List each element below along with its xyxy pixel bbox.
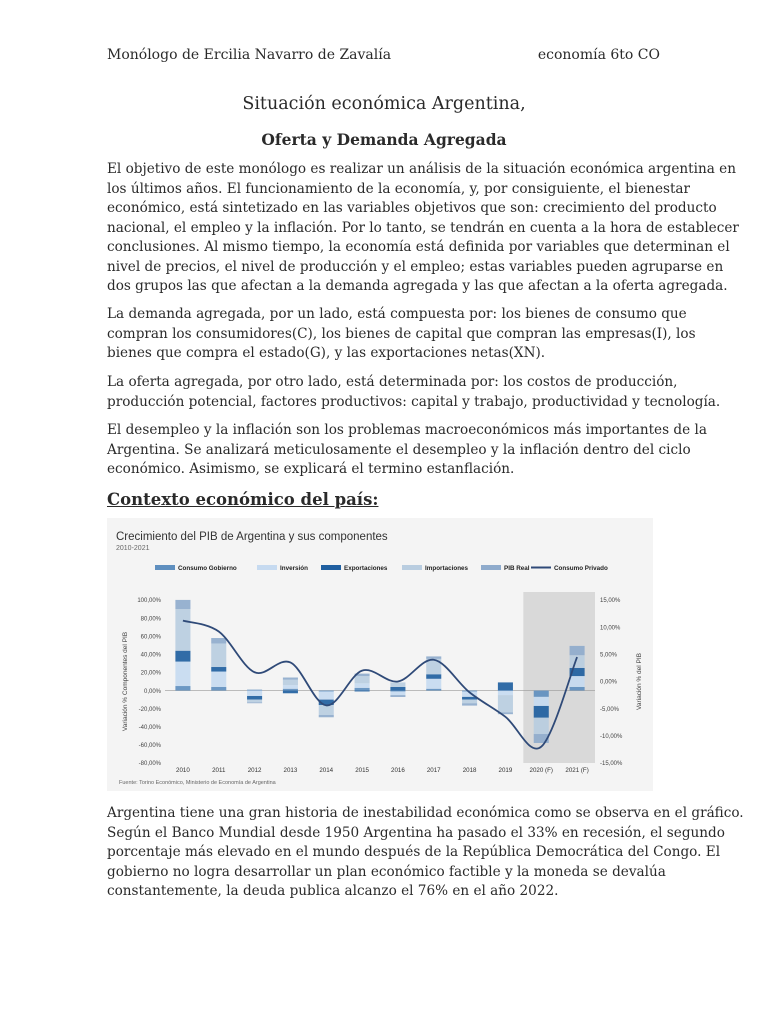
text-line: Argentina. Se analizará meticulosamente el desempleo y la inflación dentro del ciclo (107, 441, 691, 458)
bar-segment (247, 700, 262, 703)
x-tick: 2019 (498, 767, 513, 774)
text-line: compran los consumidores(C), los bienes de capital que compran las empresas(I), los (107, 325, 696, 342)
bar-segment (390, 695, 405, 697)
text-line: El objetivo de este monólogo es realizar un análisis de la situación económica argentina en (107, 161, 736, 177)
bar-segment (462, 700, 477, 704)
paragraph-intro (107, 160, 739, 297)
legend-swatch (481, 565, 501, 570)
x-tick: 2011 (212, 767, 226, 774)
bar-segment (534, 697, 549, 706)
bar-segment (175, 600, 190, 609)
y-tick-left: -40,00% (138, 724, 161, 731)
bar-segment (175, 686, 190, 691)
document-subtitle: Oferta y Demanda Agregada (261, 130, 507, 149)
legend-label: Exportaciones (344, 565, 388, 572)
bar-segment (355, 683, 370, 688)
bar-segment (247, 702, 262, 703)
bar-segment (570, 676, 585, 687)
text-line: dos grupos las que afectan a la demanda agregada y las que afectan a la oferta agregada. (107, 278, 728, 294)
bar-segment (211, 643, 226, 667)
chart-grid (165, 592, 595, 763)
text-line: Argentina tiene una gran historia de inestabilidad económica como se observa en el gráfico. (107, 805, 744, 821)
legend-swatch (257, 565, 277, 570)
bar-segment (534, 706, 549, 718)
bar-segment (534, 691, 549, 697)
legend-swatch (321, 565, 341, 570)
bar-segment (426, 679, 441, 689)
bar-segment (355, 691, 370, 692)
x-tick: 2020 (F) (529, 767, 553, 774)
consumo-privado-line (183, 621, 577, 749)
text-line: producción potencial, factores productivos: capital y trabajo, productividad y tecnología. (107, 393, 721, 410)
x-tick: 2014 (319, 767, 334, 774)
paragraph-history (107, 804, 744, 902)
paragraph-unemployment (107, 421, 707, 480)
bar-segment (390, 691, 405, 692)
chart-bars (175, 600, 584, 749)
bar-segment (175, 651, 190, 662)
x-tick: 2017 (426, 767, 441, 774)
text-line: constantemente, la deuda publica alcanzo el 76% en el año 2022. (107, 883, 559, 899)
text-line: nivel de precios, el nivel de producción y el empleo; estas variables pueden agruparse en (107, 258, 724, 275)
text-line: económico. Asimismo, se explicará el termino estanflación. (107, 461, 515, 477)
y-tick-left: 100,00% (137, 598, 161, 605)
text-line: gobierno no logra desarrollar un plan económico factible y la moneda se devalúa (107, 863, 666, 880)
x-tick: 2015 (355, 767, 369, 774)
bar-segment (247, 691, 262, 696)
bar-segment (390, 687, 405, 691)
y-axis-label-left: Variación % Componentes del PIB (122, 631, 129, 732)
y-axis-label-right: Variación % del PIB (636, 653, 643, 710)
legend-label: PIB Real (504, 565, 530, 572)
y-tick-right: 5,00% (600, 652, 618, 659)
text-line: Según el Banco Mundial desde 1950 Argentina ha pasado el 33% en recesión, el segundo (107, 824, 725, 841)
bar-segment (283, 680, 298, 685)
bar-segment (283, 678, 298, 680)
y-tick-right: 10,00% (600, 625, 621, 632)
bar-segment (247, 696, 262, 700)
header-author: Monólogo de Ercilia Navarro de Zavalía (107, 47, 392, 63)
text-line: nacional, el empleo y la inflación. Por lo tanto, se tendrán en cuenta a la hora de establecer (107, 219, 739, 236)
bar-segment (211, 687, 226, 691)
legend-swatch (155, 565, 175, 570)
x-tick: 2012 (247, 767, 262, 774)
y-tick-left: 80,00% (140, 616, 161, 623)
text-line: bienes que compra el estado(G), y las exportaciones netas(XN). (107, 345, 546, 361)
bar-segment (426, 689, 441, 691)
bar-segment (426, 674, 441, 679)
text-line: económico, está sintetizado en las variables objetivos que son: crecimiento del producto (107, 200, 717, 216)
bar-segment (570, 687, 585, 691)
bar-segment (283, 691, 298, 694)
y-tick-right: -5,00% (600, 706, 620, 713)
y-tick-right: -10,00% (600, 734, 623, 741)
bar-segment (211, 667, 226, 672)
y-tick-left: 0,00% (143, 688, 161, 695)
legend-label: Consumo Gobierno (178, 565, 237, 572)
text-line: La oferta agregada, por otro lado, está determinada por: los costos de producción, (107, 374, 678, 390)
bar-segment (283, 685, 298, 689)
legend-label: Consumo Privado (554, 565, 608, 572)
bar-segment (319, 691, 334, 699)
paragraph-demand (107, 305, 696, 364)
text-line: los últimos años. El funcionamiento de la economía, y, por consiguiente, el bienestar (107, 180, 691, 197)
y-tick-left: -60,00% (138, 743, 161, 750)
bar-segment (175, 609, 190, 651)
y-tick-left: -20,00% (138, 706, 161, 713)
bar-segment (462, 703, 477, 705)
chart-source: Fuente: Torino Económico, Ministerio de Economía de Argentina (119, 780, 276, 786)
section-title: Contexto económico del país: (107, 490, 379, 509)
bar-segment (319, 691, 334, 692)
y-tick-right: -15,00% (600, 761, 623, 768)
bar-segment (211, 638, 226, 643)
text-line: El desempleo y la inflación son los problemas macroeconómicos más importantes de la (107, 422, 707, 438)
text-line: conclusiones. Al mismo tiempo, la economía está definida por variables que determinan el (107, 239, 730, 255)
bar-segment (355, 688, 370, 691)
x-tick: 2021 (F) (565, 767, 589, 774)
y-tick-right: 15,00% (600, 598, 621, 605)
y-tick-left: 40,00% (140, 652, 161, 659)
bar-segment (498, 691, 513, 696)
y-tick-right: 0,00% (600, 679, 618, 686)
bar-segment (211, 672, 226, 687)
x-tick: 2016 (391, 767, 405, 774)
bar-segment (247, 690, 262, 691)
x-tick: 2013 (283, 767, 298, 774)
y-tick-left: 60,00% (140, 634, 161, 641)
bar-segment (319, 715, 334, 717)
legend-label: Importaciones (425, 565, 469, 572)
legend-label: Inversión (280, 565, 308, 572)
chart-legend (155, 565, 608, 572)
gdp-chart (107, 518, 653, 791)
bar-segment (498, 682, 513, 690)
paragraph-supply (107, 373, 721, 412)
y-tick-left: -80,00% (138, 761, 161, 768)
bar-segment (426, 656, 441, 658)
bar-segment (570, 646, 585, 655)
bar-segment (175, 662, 190, 686)
bar-segment (283, 689, 298, 691)
document-title: Situación económica Argentina, (242, 94, 526, 114)
gdp-chart-svg (107, 518, 653, 791)
text-line: porcentaje más elevado en el mundo después de la República Democrática del Congo. El (107, 844, 721, 860)
bar-segment (355, 676, 370, 683)
bar-segment (390, 691, 405, 695)
bar-segment (498, 695, 513, 712)
chart-subtitle: 2010-2021 (116, 545, 150, 552)
chart-title: Crecimiento del PIB de Argentina y sus componentes (116, 531, 388, 543)
legend-swatch (402, 565, 422, 570)
bar-segment (319, 705, 334, 715)
x-tick: 2010 (176, 767, 190, 774)
text-line: La demanda agregada, por un lado, está compuesta por: los bienes de consumo que (107, 306, 687, 322)
bar-segment (390, 682, 405, 687)
y-tick-left: 20,00% (140, 670, 161, 677)
bar-segment (534, 718, 549, 734)
x-tick: 2018 (462, 767, 477, 774)
header-course: economía 6to CO (537, 47, 660, 63)
